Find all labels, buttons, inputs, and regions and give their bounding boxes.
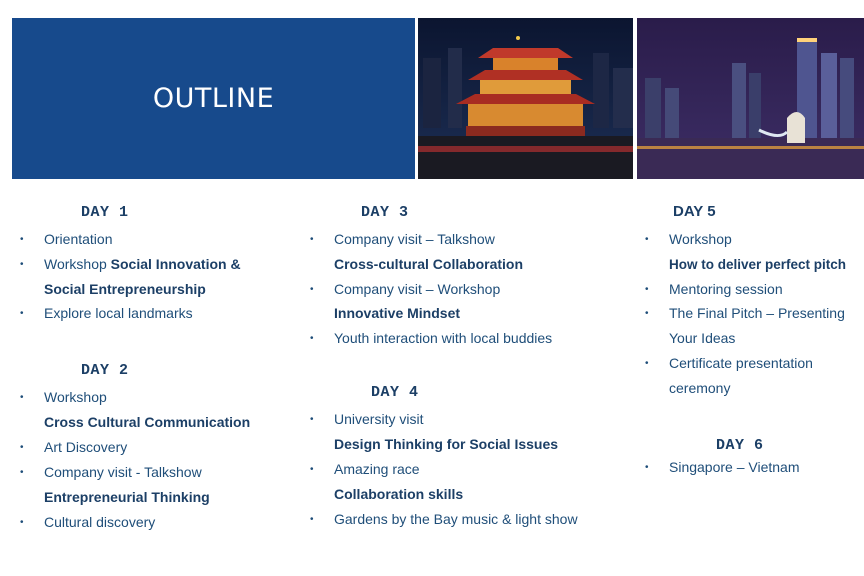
city-skyline-merlion-photo [637,18,864,179]
day-4-item-university: University visit [334,411,424,427]
day-2-item-art: Art Discovery [44,439,128,455]
bullet-icon: • [20,392,24,403]
bullet-icon: • [310,333,314,344]
day-1-item-workshop-label: Workshop [44,256,111,272]
day-5-item-workshop-topic: How to deliver perfect pitch [669,257,847,272]
bullet-icon: • [310,414,314,425]
bullet-icon: • [310,464,314,475]
day-1-item-workshop [44,252,241,277]
day-6-item-return: Singapore – Vietnam [669,459,800,475]
day-5-item-workshop: Workshop [669,231,732,247]
day-3-item-workshop: Company visit – Workshop [334,281,501,297]
bullet-icon: • [20,259,24,270]
day-2-item-company-visit-topic: Entrepreneurial Thinking [44,489,210,505]
day-4-item-university-topic: Design Thinking for Social Issues [334,436,559,452]
day-1-item-workshop-topic-cont: Social Entrepreneurship [44,281,206,297]
day-3-item-talkshow-topic: Cross-cultural Collaboration [334,256,524,272]
bullet-icon: • [20,467,24,478]
bullet-icon: • [310,514,314,525]
day-3-item-youth: Youth interaction with local buddies [334,330,553,346]
bullet-icon: • [310,284,314,295]
day-2-item-workshop-topic: Cross Cultural Communication [44,414,251,430]
day-1-item-workshop-topic: Social Innovation & [110,256,241,272]
day-3-item-talkshow: Company visit – Talkshow [334,231,495,247]
day-5-item-certificate: Certificate presentation [669,355,813,371]
bullet-icon: • [20,308,24,319]
page-title: OUTLINE [152,83,275,114]
day-1-heading: DAY 1 [81,204,129,221]
day-2-heading: DAY 2 [81,362,129,379]
bullet-icon: • [645,308,649,319]
day-3-heading: DAY 3 [361,204,409,221]
bullet-icon: • [645,462,649,473]
day-4-item-race-topic: Collaboration skills [334,486,464,502]
day-5-item-final-pitch: The Final Pitch – Presenting [669,305,845,321]
day-4-item-gardens: Gardens by the Bay music & light show [334,511,578,527]
bullet-icon: • [645,234,649,245]
day-5-item-certificate-cont: ceremony [669,380,731,396]
day-5-item-mentoring: Mentoring session [669,281,783,297]
day-4-heading: DAY 4 [371,384,419,401]
bullet-icon: • [645,358,649,369]
day-5-item-final-pitch-cont: Your Ideas [669,330,736,346]
temple-at-night-photo [418,18,633,179]
day-1-item-orientation: Orientation [44,231,113,247]
bullet-icon: • [20,442,24,453]
day-2-item-company-visit: Company visit - Talkshow [44,464,202,480]
day-2-item-workshop: Workshop [44,389,107,405]
day-5-heading: DAY 5 [673,203,716,220]
day-3-item-workshop-topic: Innovative Mindset [334,305,461,321]
day-6-heading: DAY 6 [716,437,764,454]
day-4-item-race: Amazing race [334,461,420,477]
bullet-icon: • [20,234,24,245]
bullet-icon: • [645,284,649,295]
title-banner [12,18,415,179]
day-2-item-cultural: Cultural discovery [44,514,156,530]
bullet-icon: • [20,517,24,528]
day-1-item-landmarks: Explore local landmarks [44,305,193,321]
bullet-icon: • [310,234,314,245]
